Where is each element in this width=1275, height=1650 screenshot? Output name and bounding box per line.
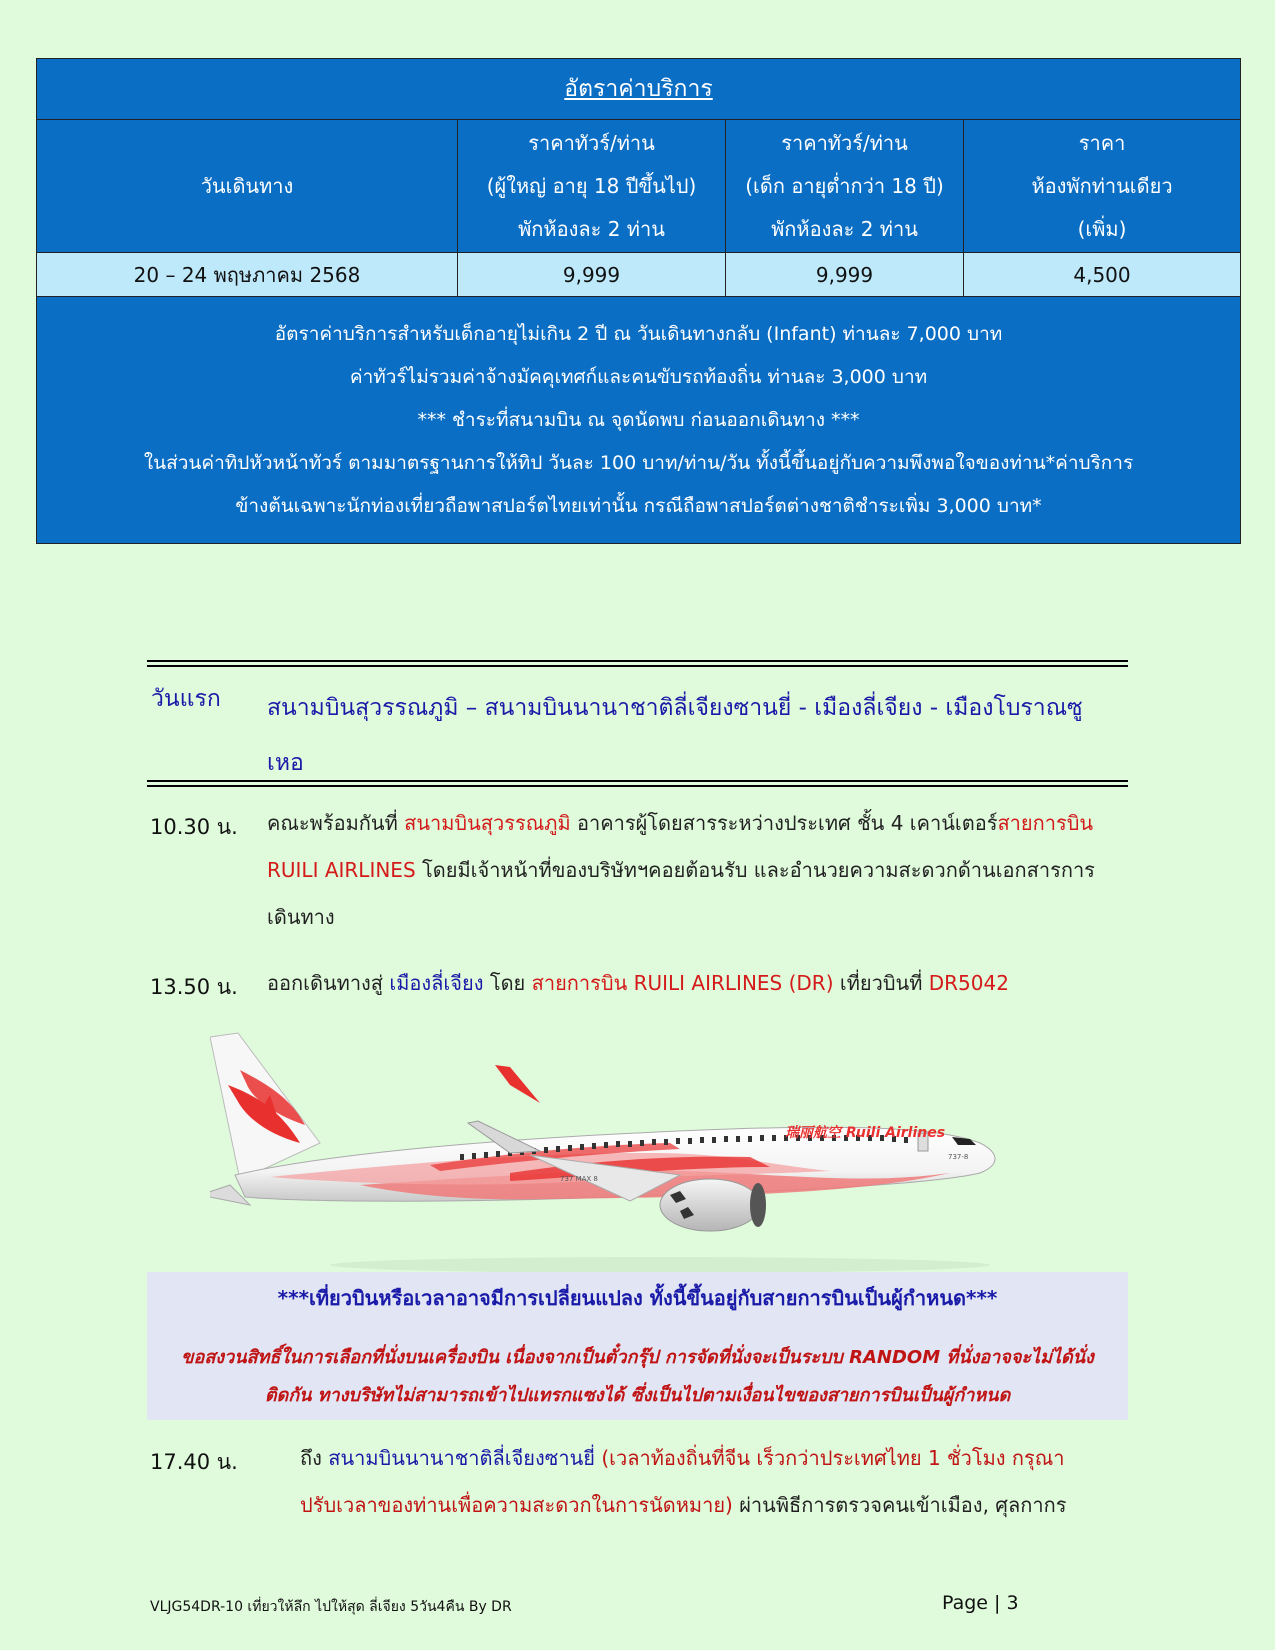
note-infant: อัตราค่าบริการสำหรับเด็กอายุไม่เกิน 2 ปี ณ วันเดินทางกลับ (Infant) ท่านละ 7,000 บาท	[274, 322, 1003, 345]
header-single-line-1: ราคา	[1078, 130, 1126, 155]
entry1-text-1: คณะพร้อมกันที่	[267, 811, 405, 835]
note-passport: ข้างต้นเฉพาะนักท่องเที่ยวถือพาสปอร์ตไทยเท่านั้น กรณีถือพาสปอร์ตต่างชาติชำระเพิ่ม 3,000 บาท*	[235, 494, 1042, 517]
entry-time-1: 10.30 น.	[150, 815, 238, 839]
header-child-line-1: ราคาทัวร์/ท่าน	[781, 130, 908, 155]
cell-child-price: 9,999	[726, 253, 964, 297]
flight-notice	[147, 1272, 1128, 1420]
price-table	[36, 58, 1241, 544]
notice-seat-line-2: ติดกัน ทางบริษัทไม่สามารถเข้าไปแทรกแซงได้ ซึ่งเป็นไปตามเงื่อนไขของสายการบินเป็นผู้กำหนด	[264, 1385, 1011, 1406]
entry-body-3	[300, 1435, 1140, 1529]
header-adult-price	[458, 120, 726, 253]
header-child-line-2: (เด็ก อายุต่ำกว่า 18 ปี)	[745, 173, 944, 198]
entry2-city: เมืองลี่เจียง	[389, 971, 484, 995]
entry3-note-2: ปรับเวลาของท่านเพื่อความสะดวกในการนัดหมาย)	[300, 1493, 733, 1517]
day-label: วันแรก	[151, 686, 221, 712]
notice-schedule-change: ***เที่ยวบินหรือเวลาอาจมีการเปลี่ยนแปลง ทั้งนี้ขึ้นอยู่กับสายการบินเป็นผู้กำหนด***	[277, 1286, 998, 1310]
entry1-text-2: อาคารผู้โดยสารระหว่างประเทศ ชั้น 4 เคาน์เตอร์	[570, 811, 998, 835]
plane-nose-model-text: 737-8	[948, 1153, 969, 1161]
plane-brand-text: 瑞丽航空 Ruili Airlines	[785, 1125, 946, 1141]
note-payment: *** ชำระที่สนามบิน ณ จุดนัดพบ ก่อนออกเดินทาง ***	[417, 408, 860, 431]
plane-model-text: 737 MAX 8	[560, 1175, 598, 1183]
header-single-line-3: (เพิ่ม)	[1077, 216, 1127, 241]
table-row	[37, 253, 1241, 297]
entry2-text-2: โดย	[483, 971, 532, 995]
airplane-image	[210, 1025, 1050, 1275]
entry-body-1	[267, 800, 1137, 941]
note-tip: ในส่วนค่าทิปหัวหน้าทัวร์ ตามมาตรฐานการให้ทิป วันละ 100 บาท/ท่าน/วัน ทั้งนี้ขึ้นอยู่กับความพึงพอใจของท่าน*ค่าบริการ	[143, 451, 1134, 474]
entry1-text-4: เดินทาง	[267, 905, 335, 929]
entry3-text-2: ผ่านพิธีการตรวจคนเข้าเมือง, ศุลกากร	[732, 1493, 1067, 1517]
entry3-text-1: ถึง	[300, 1446, 329, 1470]
price-notes	[37, 297, 1241, 544]
entry3-airport: สนามบินนานาชาติลี่เจียงซานยี่	[328, 1446, 595, 1470]
price-table-title: อัตราค่าบริการ	[37, 59, 1241, 120]
header-adult-line-3: พักห้องละ 2 ท่าน	[518, 216, 665, 241]
cell-travel-date: 20 – 24 พฤษภาคม 2568	[37, 253, 458, 297]
entry1-airline-label: สายการบิน	[997, 811, 1094, 835]
entry1-text-3: โดยมีเจ้าหน้าที่ของบริษัทฯคอยต้อนรับ และอำนวยความสะดวกด้านเอกสารการ	[415, 858, 1095, 882]
cell-single-room-price: 4,500	[964, 253, 1241, 297]
entry-time-3: 17.40 น.	[150, 1450, 238, 1474]
header-child-price	[726, 120, 964, 253]
entry2-text-1: ออกเดินทางสู่	[267, 971, 390, 995]
entry2-airline: สายการบิน RUILI AIRLINES (DR)	[531, 971, 834, 995]
footer-tour-code: VLJG54DR-10 เที่ยวให้ลึก ไปให้สุด ลี่เจียง 5วัน4คืน By DR	[150, 1599, 512, 1615]
day-header	[147, 660, 1128, 787]
note-guide-fee: ค่าทัวร์ไม่รวมค่าจ้างมัคคุเทศก์และคนขับรถท้องถิ่น ท่านละ 3,000 บาท	[349, 365, 928, 388]
header-adult-line-2: (ผู้ใหญ่ อายุ 18 ปีขึ้นไป)	[486, 173, 697, 198]
engine	[660, 1179, 760, 1231]
day-route: สนามบินสุวรรณภูมิ – สนามบินนานาชาติลี่เจียงซานยี่ - เมืองลี่เจียง - เมืองโบราณซูเหอ	[267, 695, 1083, 776]
entry1-airline-name: RUILI AIRLINES	[267, 858, 416, 882]
header-child-line-3: พักห้องละ 2 ท่าน	[771, 216, 918, 241]
entry1-airport: สนามบินสุวรรณภูมิ	[404, 811, 571, 835]
header-single-room	[964, 120, 1241, 253]
header-adult-line-1: ราคาทัวร์/ท่าน	[528, 130, 655, 155]
entry-time-2: 13.50 น.	[150, 975, 238, 999]
cell-adult-price: 9,999	[458, 253, 726, 297]
notice-seat-line-1: ขอสงวนสิทธิ์ในการเลือกที่นั่งบนเครื่องบิน เนื่องจากเป็นตั๋วกรุ๊ป การจัดที่นั่งจะเป็นระบบ RANDOM ที่นั่งอาจจะไม่ได้นั่ง	[181, 1347, 1094, 1368]
entry3-note-1: (เวลาท้องถิ่นที่จีน เร็วกว่าประเทศไทย 1 ชั่วโมง กรุณา	[594, 1446, 1065, 1470]
entry-body-2	[267, 960, 1137, 1007]
entry2-flight: DR5042	[928, 971, 1009, 995]
header-travel-date: วันเดินทาง	[37, 120, 458, 253]
footer-page-number: Page | 3	[942, 1592, 1019, 1614]
header-single-line-2: ห้องพักท่านเดียว	[1031, 173, 1173, 198]
entry2-text-3: เที่ยวบินที่	[833, 971, 929, 995]
